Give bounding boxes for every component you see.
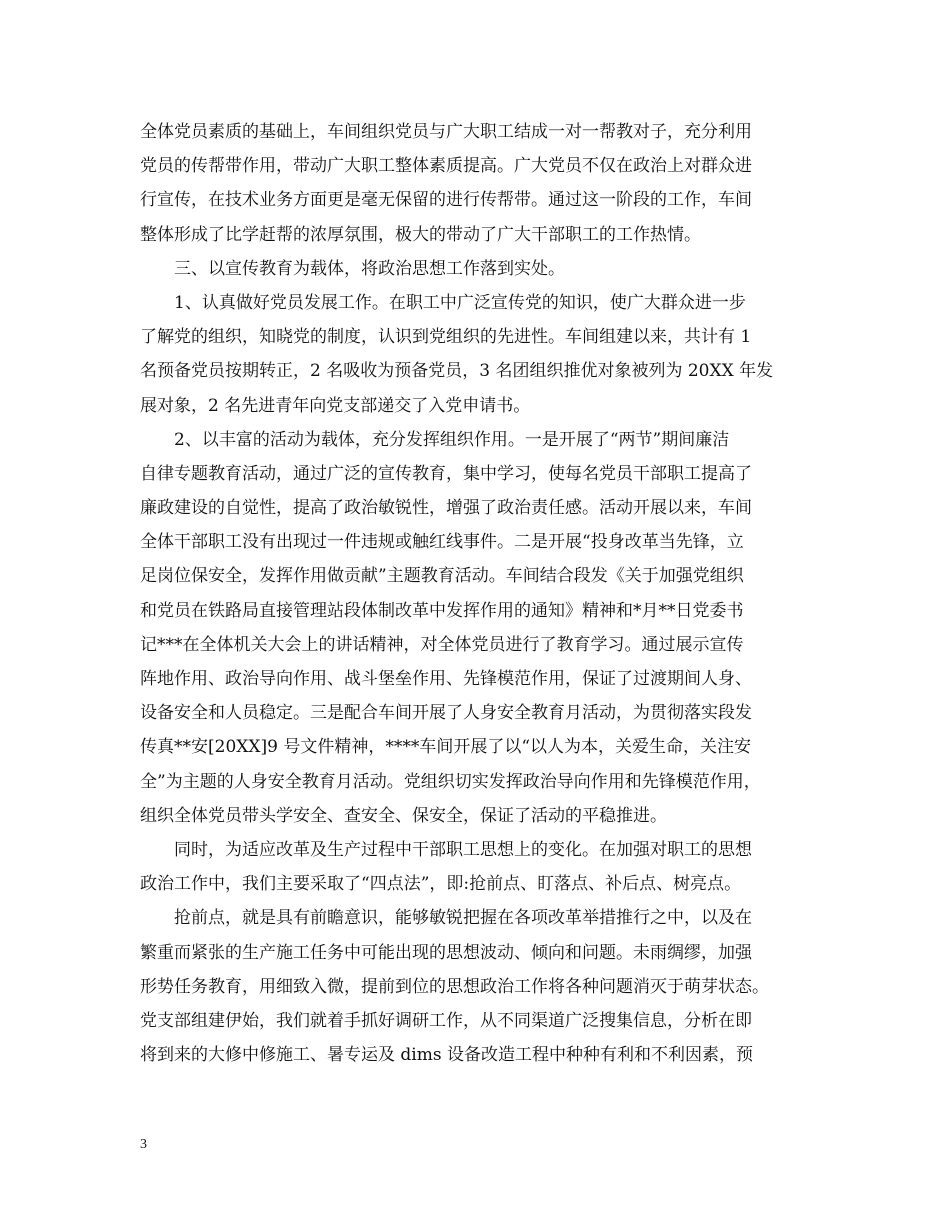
text-line-7: 了解党的组织，知晓党的制度，认识到党组织的先进性。车间组建以来，共计有 1 (140, 327, 752, 348)
text-line-15: 和党员在铁路局直接管理站段体制改革中发挥作用的通知》精神和*月**日党委书 (140, 600, 744, 621)
text-line-21: 组织全体党员带头学安全、查安全、保安全，保证了活动的平稳推进。 (140, 805, 667, 826)
text-line-6: 1、认真做好党员发展工作。在职工中广泛宣传党的知识，使广大群众进一步 (174, 292, 746, 313)
text-line-3: 行宣传，在技术业务方面更是毫无保留的进行传帮带。通过这一阶段的工作，车间 (140, 190, 752, 211)
text-line-8: 名预备党员按期转正，2 名吸收为预备党员，3 名团组织推优对象被列为 20XX 年发 (140, 361, 774, 382)
text-line-13: 全体干部职工没有出现过一件违规或触红线事件。二是开展“投身改革当先锋，立 (140, 532, 744, 553)
text-line-14: 足岗位保安全，发挥作用做贡献”主题教育活动。车间结合段发《关于加强党组织 (140, 566, 744, 587)
text-line-28: 将到来的大修中修施工、暑专运及 dims 设备改造工程中种种有利和不利因素，预 (140, 1045, 753, 1066)
text-line-10: 2、以丰富的活动为载体，充分发挥组织作用。一是开展了“两节”期间廉洁 (174, 429, 730, 450)
text-line-23: 政治工作中，我们主要采取了“四点法”，即:抢前点、盯落点、补后点、树亮点。 (140, 874, 742, 895)
text-line-18: 设备安全和人员稳定。三是配合车间开展了人身安全教育月活动，为贯彻落实段发 (140, 703, 752, 724)
document-body (140, 115, 830, 1072)
text-line-27: 党支部组建伊始，我们就着手抓好调研工作，从不同渠道广泛搜集信息，分析在即 (140, 1010, 752, 1031)
text-line-22: 同时，为适应改革及生产过程中干部职工思想上的变化。在加强对职工的思想 (174, 839, 752, 860)
text-line-1: 全体党员素质的基础上，车间组织党员与广大职工结成一对一帮教对子，充分利用 (140, 122, 752, 142)
text-line-9: 展对象，2 名先进青年向党支部递交了入党申请书。 (140, 395, 531, 416)
text-line-25: 繁重而紧张的生产施工任务中可能出现的思想波动、倾向和问题。未雨绸缪，加强 (140, 942, 752, 963)
text-line-11: 自律专题教育活动，通过广泛的宣传教育，集中学习，使每名党员干部职工提高了 (140, 463, 752, 484)
text-line-24: 抢前点，就是具有前瞻意识，能够敏锐把握在各项改革举措推行之中，以及在 (174, 908, 752, 929)
page-number: 3 (140, 1137, 147, 1152)
text-line-26: 形势任务教育，用细致入微，提前到位的思想政治工作将各种问题消灭于萌芽状态。 (140, 976, 769, 997)
text-line-4: 整体形成了比学赶帮的浓厚氛围，极大的带动了广大干部职工的工作热情。 (140, 224, 701, 245)
text-line-16: 记***在全体机关大会上的讲话精神，对全体党员进行了教育学习。通过展示宣传 (140, 634, 744, 655)
text-line-19: 传真**安[20XX]9 号文件精神，****车间开展了以“以人为本，关爱生命，关注安 (140, 737, 752, 758)
text-line-20: 全”为主题的人身安全教育月活动。党组织切实发挥政治导向作用和先锋模范作用， (140, 771, 761, 792)
text-line-17: 阵地作用、政治导向作用、战斗堡垒作用、先锋模范作用，保证了过渡期间人身、 (140, 669, 752, 689)
section-heading-3: 三、以宣传教育为载体，将政治思想工作落到实处。 (174, 258, 565, 279)
text-line-12: 廉政建设的自觉性，提高了政治敏锐性，增强了政治责任感。活动开展以来，车间 (140, 498, 752, 519)
text-line-2: 党员的传帮带作用，带动广大职工整体素质提高。广大党员不仅在政治上对群众进 (140, 156, 752, 177)
